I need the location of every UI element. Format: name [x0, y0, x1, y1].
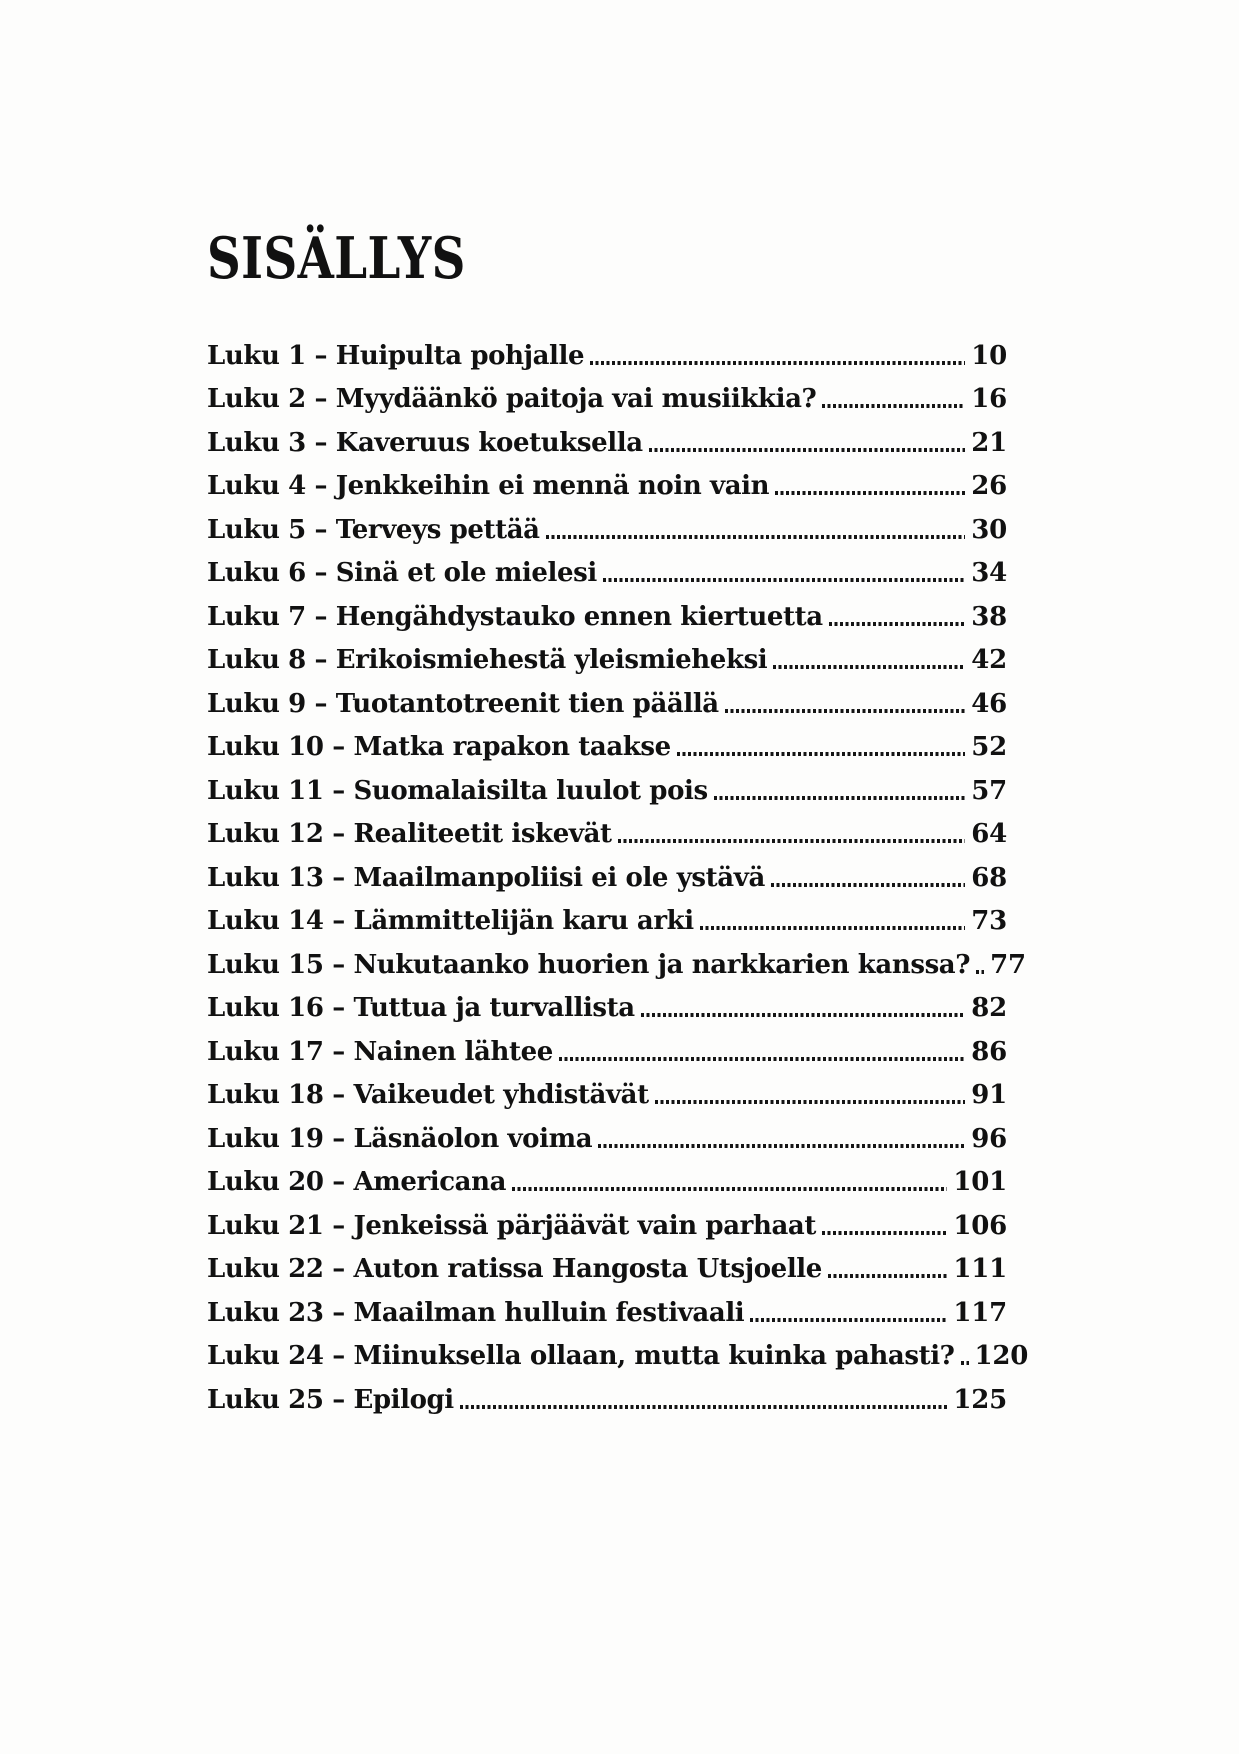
toc-entry	[207, 1030, 1007, 1074]
toc-entry	[207, 1161, 1007, 1205]
toc-entry	[207, 1248, 1007, 1292]
toc-list	[207, 334, 1029, 1422]
toc-entry	[207, 465, 1007, 509]
toc-entry-label: Luku 3 – Kaveruus koetuksella	[207, 427, 643, 458]
toc-entry-label: Luku 23 – Maailman hulluin festivaali	[207, 1297, 745, 1328]
dot-leader	[512, 1187, 947, 1191]
toc-entry	[207, 856, 1007, 900]
toc-entry	[207, 378, 1007, 422]
dot-leader	[829, 622, 966, 626]
toc-entry-page-number: 46	[971, 688, 1007, 719]
dot-leader	[677, 752, 965, 756]
toc-entry	[207, 334, 1007, 378]
dot-leader	[828, 1274, 947, 1278]
dot-leader	[655, 1100, 965, 1104]
dot-leader	[725, 709, 965, 713]
toc-entry-label: Luku 1 – Huipulta pohjalle	[207, 340, 585, 371]
toc-entry-page-number: 125	[953, 1384, 1007, 1415]
toc-entry	[207, 552, 1007, 596]
toc-entry-label: Luku 14 – Lämmittelijän karu arki	[207, 906, 694, 937]
toc-entry-page-number: 82	[971, 993, 1007, 1024]
toc-entry	[207, 1117, 1007, 1161]
toc-entry	[207, 813, 1007, 857]
dot-leader	[773, 665, 965, 669]
toc-entry-page-number: 111	[953, 1254, 1007, 1285]
dot-leader	[775, 491, 965, 495]
toc-entry-page-number: 96	[971, 1123, 1007, 1154]
toc-entry-label: Luku 20 – Americana	[207, 1167, 507, 1198]
toc-entry-label: Luku 16 – Tuttua ja turvallista	[207, 993, 635, 1024]
toc-entry-label: Luku 17 – Nainen lähtee	[207, 1036, 553, 1067]
toc-entry-page-number: 64	[971, 819, 1007, 850]
dot-leader	[822, 404, 965, 408]
toc-entry-page-number: 86	[971, 1036, 1007, 1067]
dot-leader	[618, 839, 966, 843]
toc-entry	[207, 769, 1007, 813]
toc-entry-label: Luku 21 – Jenkeissä pärjäävät vain parhaat	[207, 1210, 816, 1241]
toc-entry-label: Luku 7 – Hengähdystauko ennen kiertuetta	[207, 601, 823, 632]
toc-entry-label: Luku 13 – Maailmanpoliisi ei ole ystävä	[207, 862, 765, 893]
toc-entry	[207, 987, 1007, 1031]
dot-leader	[714, 796, 965, 800]
toc-entry-label: Luku 5 – Terveys pettää	[207, 514, 540, 545]
toc-entry	[207, 1204, 1007, 1248]
dot-leader	[649, 448, 966, 452]
dot-leader	[460, 1405, 948, 1409]
toc-entry-page-number: 21	[971, 427, 1007, 458]
dot-leader	[976, 970, 984, 974]
toc-entry-label: Luku 22 – Auton ratissa Hangosta Utsjoelle	[207, 1254, 822, 1285]
toc-entry-label: Luku 2 – Myydäänkö paitoja vai musiikkia?	[207, 384, 817, 415]
toc-entry-page-number: 73	[971, 906, 1007, 937]
toc-entry-label: Luku 15 – Nukutaanko huorien ja narkkarien kanssa?	[207, 949, 971, 980]
toc-entry	[207, 421, 1007, 465]
dot-leader	[603, 578, 965, 582]
toc-entry-label: Luku 11 – Suomalaisilta luulot pois	[207, 775, 708, 806]
dot-leader	[750, 1318, 947, 1322]
toc-entry-label: Luku 10 – Matka rapakon taakse	[207, 732, 671, 763]
toc-entry-page-number: 52	[971, 732, 1007, 763]
dot-leader	[590, 361, 965, 365]
dot-leader	[559, 1057, 965, 1061]
toc-entry	[207, 1335, 1029, 1379]
toc-entry	[207, 900, 1007, 944]
toc-entry-page-number: 117	[953, 1297, 1007, 1328]
toc-entry	[207, 682, 1007, 726]
toc-entry-page-number: 30	[971, 514, 1007, 545]
toc-entry-label: Luku 8 – Erikoismiehestä yleismieheksi	[207, 645, 768, 676]
toc-entry-label: Luku 9 – Tuotantotreenit tien päällä	[207, 688, 719, 719]
dot-leader	[961, 1361, 969, 1365]
toc-entry	[207, 508, 1007, 552]
toc-entry-label: Luku 4 – Jenkkeihin ei mennä noin vain	[207, 471, 770, 502]
toc-entry-label: Luku 19 – Läsnäolon voima	[207, 1123, 593, 1154]
dot-leader	[546, 535, 966, 539]
toc-entry	[207, 943, 1026, 987]
dot-leader	[771, 883, 965, 887]
toc-entry-label: Luku 24 – Miinuksella ollaan, mutta kuinka pahasti?	[207, 1341, 955, 1372]
toc-entry-page-number: 38	[971, 601, 1007, 632]
toc-entry-label: Luku 18 – Vaikeudet yhdistävät	[207, 1080, 649, 1111]
toc-entry-page-number: 106	[953, 1210, 1007, 1241]
toc-entry-page-number: 120	[974, 1341, 1029, 1372]
toc-entry-page-number: 101	[953, 1167, 1007, 1198]
toc-entry-page-number: 10	[971, 340, 1007, 371]
toc-entry	[207, 1378, 1007, 1422]
dot-leader	[822, 1231, 947, 1235]
toc-entry	[207, 595, 1007, 639]
toc-entry-label: Luku 12 – Realiteetit iskevät	[207, 819, 612, 850]
toc-entry-page-number: 16	[971, 384, 1007, 415]
toc-page-content	[207, 225, 1029, 1422]
toc-entry-page-number: 42	[971, 645, 1007, 676]
toc-entry-label: Luku 6 – Sinä et ole mielesi	[207, 558, 597, 589]
toc-entry	[207, 639, 1007, 683]
dot-leader	[641, 1013, 965, 1017]
toc-entry-page-number: 68	[971, 862, 1007, 893]
toc-entry-page-number: 57	[971, 775, 1007, 806]
page-title: SISÄLLYS	[207, 225, 466, 292]
toc-entry-page-number: 34	[971, 558, 1007, 589]
dot-leader	[700, 926, 965, 930]
toc-entry-label: Luku 25 – Epilogi	[207, 1384, 454, 1415]
dot-leader	[598, 1144, 965, 1148]
toc-entry	[207, 1074, 1007, 1118]
toc-entry	[207, 726, 1007, 770]
toc-entry	[207, 1291, 1007, 1335]
toc-entry-page-number: 26	[971, 471, 1007, 502]
toc-entry-page-number: 77	[990, 949, 1026, 980]
toc-entry-page-number: 91	[971, 1080, 1007, 1111]
